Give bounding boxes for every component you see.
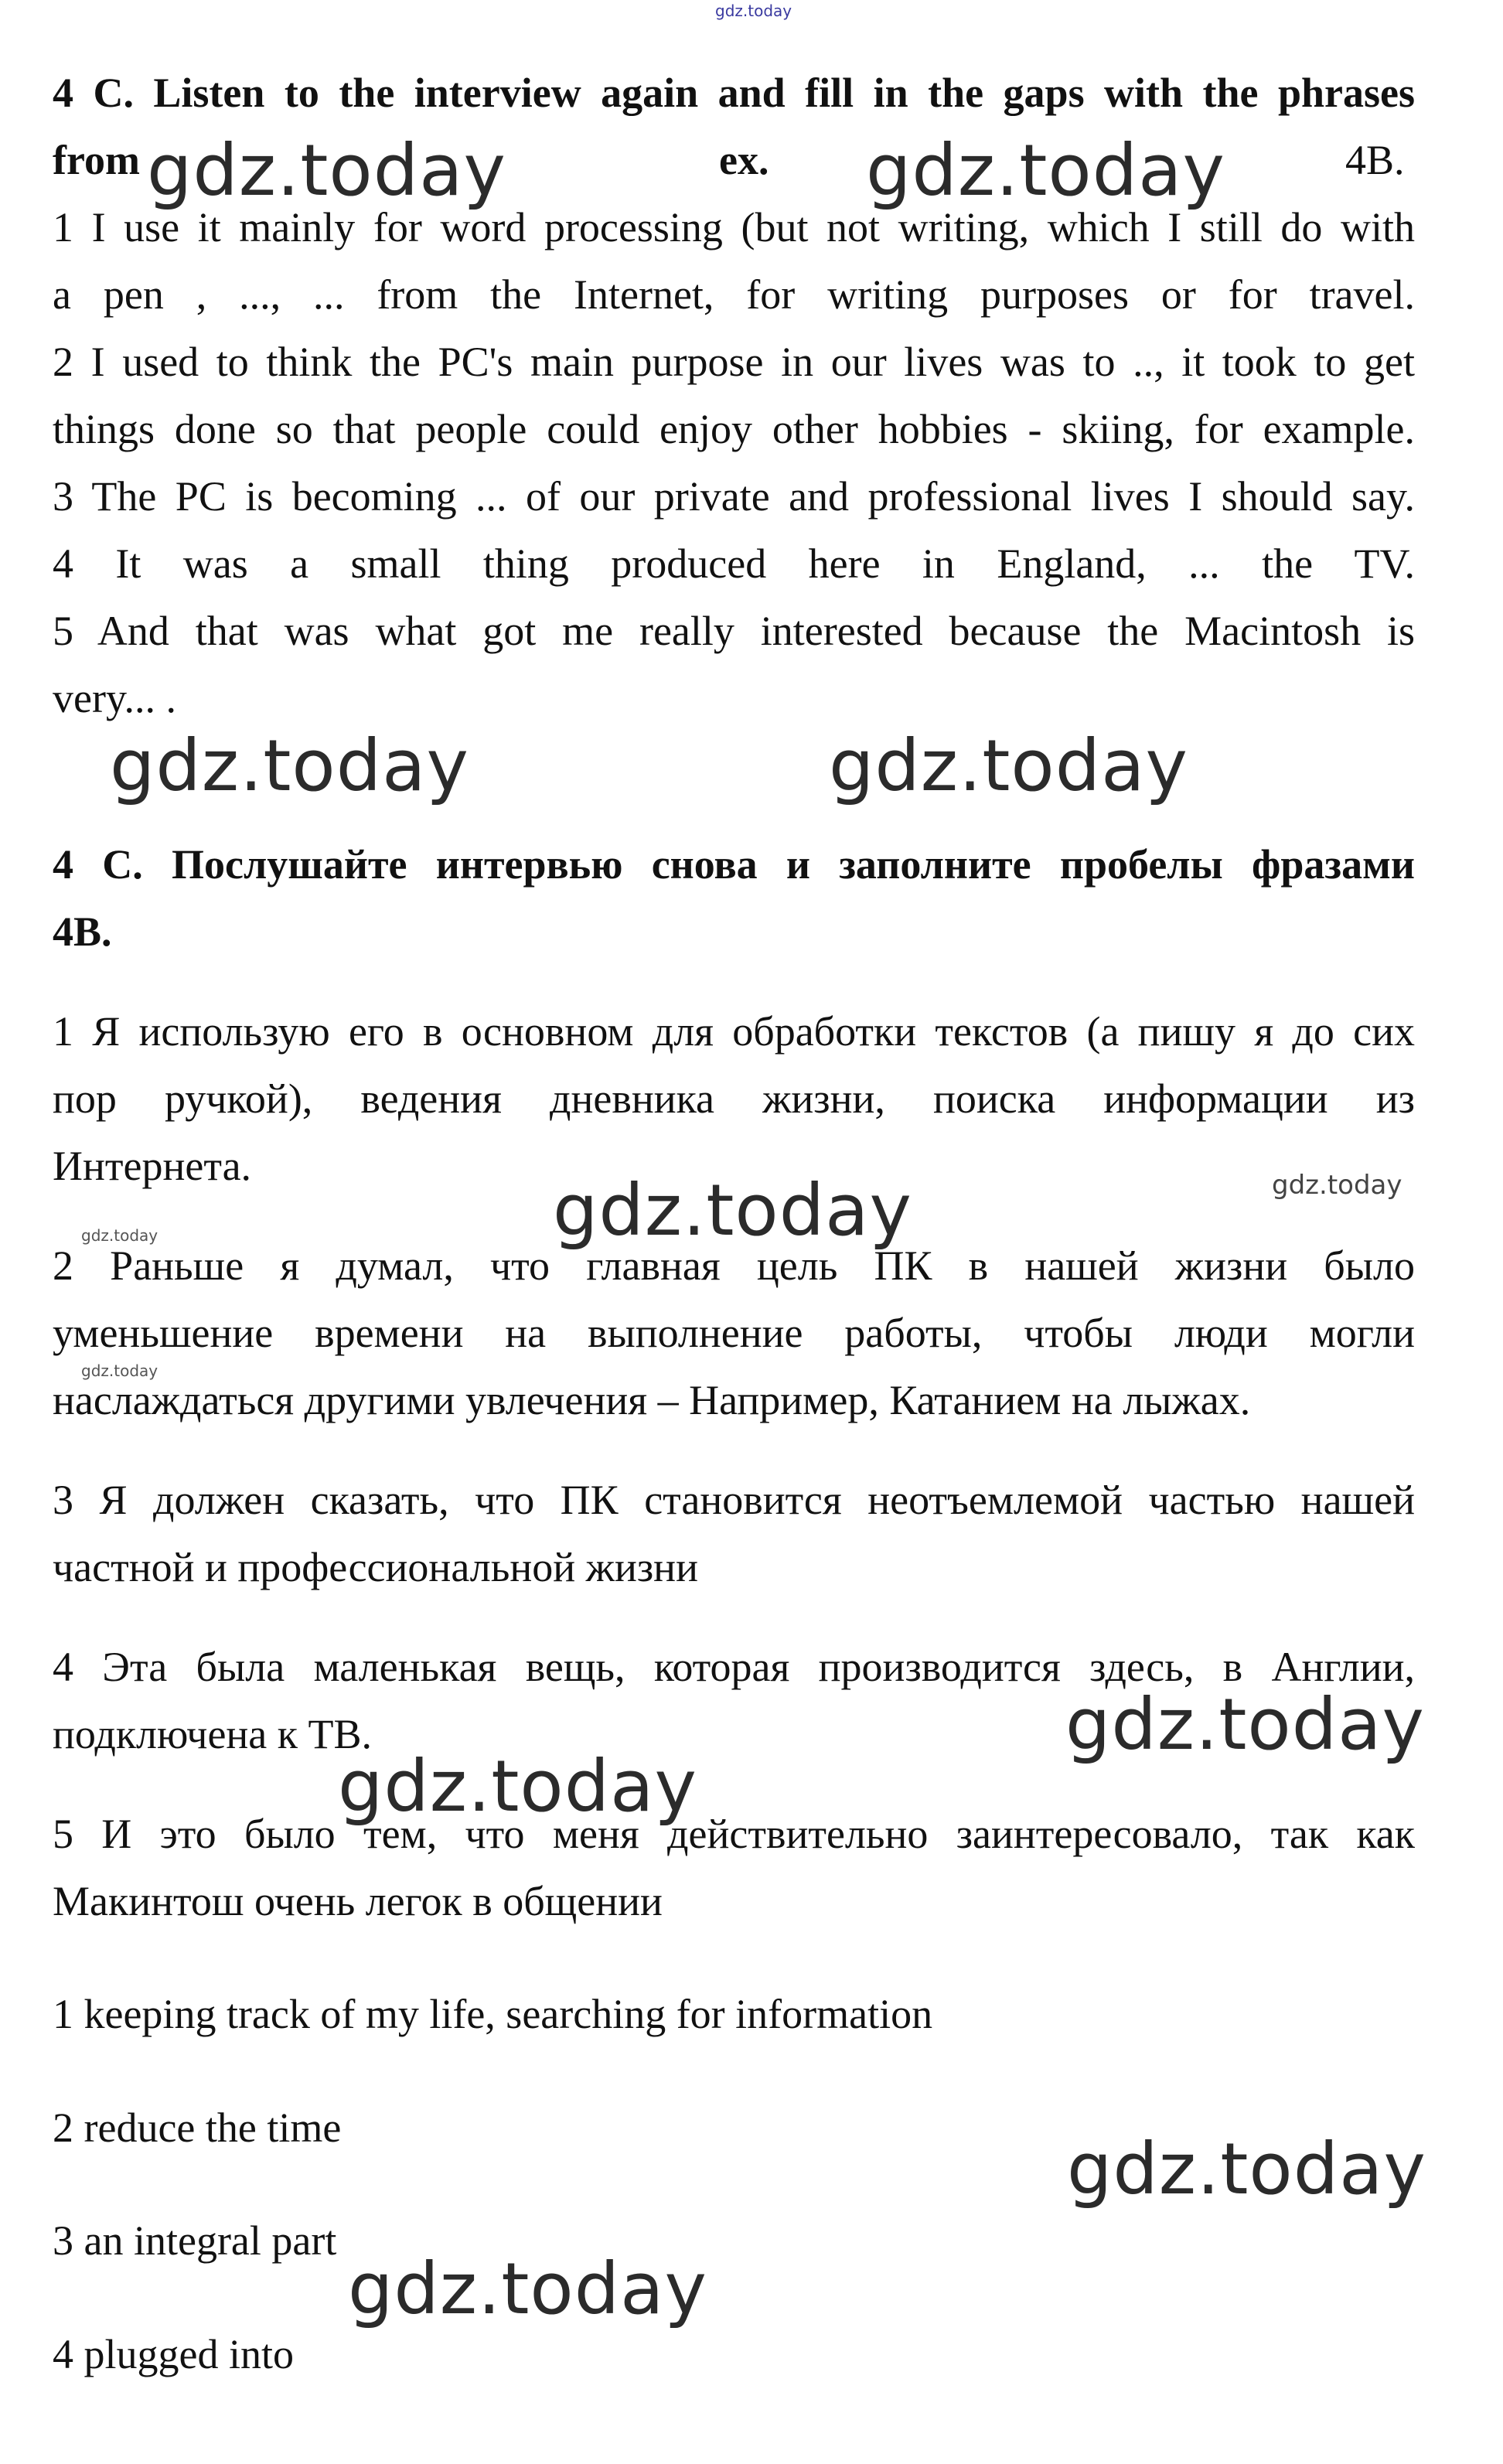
header-watermark: gdz.today [715, 2, 792, 20]
answer-4: 4 plugged into [53, 2331, 294, 2377]
watermark: gdz.today [110, 724, 469, 807]
english-line-3: 2 I used to think the PC's main purpose in our lives was to .., it took to get [53, 339, 1415, 385]
watermark: gdz.today [1272, 1170, 1402, 1201]
watermark: gdz.today [553, 1169, 912, 1252]
russian-p1-line3: Интернета. [53, 1143, 252, 1189]
watermark: gdz.today [81, 1226, 158, 1245]
answer-3: 3 an integral part [53, 2217, 337, 2264]
watermark: gdz.today [1065, 1683, 1425, 1766]
russian-p3-line2: частной и профессиональной жизни [53, 1544, 698, 1590]
english-line-2: a pen , ..., ... from the Internet, for writing purposes or for travel. [53, 271, 1415, 318]
watermark: gdz.today [348, 2248, 707, 2330]
answer-1: 1 keeping track of my life, searching for information [53, 1991, 933, 2037]
english-title-line1: 4 C. Listen to the interview again and fill in the gaps with the phrases [53, 70, 1415, 116]
russian-title-line1: 4 C. Послушайте интервью снова и заполните пробелы фразами [53, 841, 1415, 888]
russian-p5-line2: Макинтош очень легок в общении [53, 1878, 663, 1924]
russian-title-line2: 4B. [53, 908, 112, 955]
russian-p2-line1: 2 Раньше я думал, что главная цель ПК в нашей жизни было [53, 1242, 1415, 1289]
watermark: gdz.today [81, 1362, 158, 1380]
english-line-7: 5 And that was what got me really interested because the Macintosh is [53, 608, 1415, 654]
russian-p3-line1: 3 Я должен сказать, что ПК становится неотъемлемой частью нашей [53, 1477, 1415, 1523]
english-title-ex: ex. [719, 137, 769, 183]
english-line-5: 3 The PC is becoming ... of our private and professional lives I should say. [53, 473, 1415, 520]
russian-p1-line1: 1 Я использую его в основном для обработки текстов (а пишу я до сих [53, 1008, 1415, 1055]
russian-p2-line2: уменьшение времени на выполнение работы, чтобы люди могли [53, 1310, 1415, 1356]
answer-2: 2 reduce the time [53, 2104, 342, 2151]
watermark: gdz.today [338, 1745, 697, 1828]
watermark: gdz.today [147, 129, 506, 212]
watermark: gdz.today [866, 129, 1225, 212]
english-line-4: things done so that people could enjoy other hobbies - skiing, for example. [53, 406, 1415, 452]
english-line-1: 1 I use it mainly for word processing (but not writing, which I still do with [53, 204, 1415, 250]
russian-p4-line1: 4 Эта была маленькая вещь, которая производится здесь, в Англии, [53, 1644, 1415, 1690]
english-title-from: from [53, 137, 140, 183]
english-title-ref: 4B. [1345, 137, 1405, 183]
watermark: gdz.today [829, 724, 1188, 807]
russian-p4-line2: подключена к ТВ. [53, 1711, 373, 1757]
english-line-6: 4 It was a small thing produced here in England, ... the TV. [53, 540, 1415, 587]
russian-p1-line2: пор ручкой), ведения дневника жизни, поиска информации из [53, 1075, 1415, 1122]
russian-p2-line3: наслаждаться другими увлечения – Например, Катанием на лыжах. [53, 1377, 1251, 1423]
russian-p5-line1: 5 И это было тем, что меня действительно заинтересовало, так как [53, 1811, 1415, 1857]
english-line-8: very... . [53, 675, 176, 721]
watermark: gdz.today [1067, 2128, 1426, 2210]
